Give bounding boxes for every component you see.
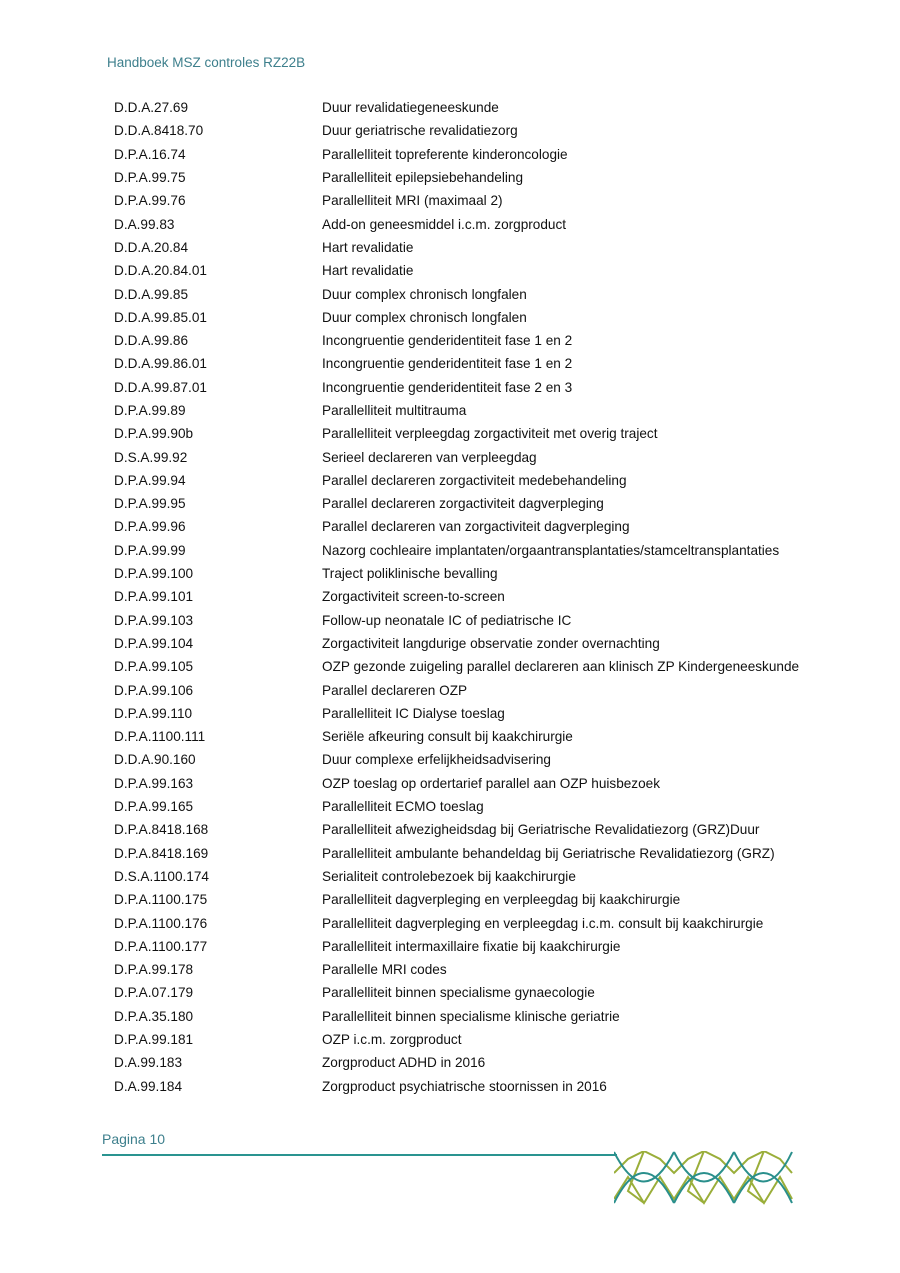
control-description: Parallel declareren OZP [322,682,468,698]
logo-teal-arc-4 [614,1173,674,1203]
list-item [114,772,874,795]
list-item [114,282,874,305]
list-item [114,1074,874,1097]
control-code: D.P.A.99.165 [114,799,194,815]
control-description: Zorgactiviteit screen-to-screen [322,589,505,605]
control-code: D.P.A.16.74 [114,146,186,162]
control-description: Serieel declareren van verpleegdag [322,449,537,465]
control-code: D.S.A.1100.174 [114,868,209,884]
control-code: D.D.A.20.84 [114,239,189,255]
control-description: Zorgproduct ADHD in 2016 [322,1055,486,1071]
control-description: Parallelliteit binnen specialisme gynaecologie [322,985,595,1001]
control-code: D.P.A.99.76 [114,193,186,209]
control-code: D.A.99.83 [114,216,175,232]
control-description: Parallelliteit epilepsiebehandeling [322,170,524,186]
list-item [114,143,874,166]
control-description: Duur complex chronisch longfalen [322,286,527,302]
control-description: Parallelliteit dagverpleging en verpleegdag bij kaakchirurgie [322,892,681,908]
control-description: Incongruentie genderidentiteit fase 2 en 3 [322,379,573,395]
list-item [114,422,874,445]
list-item [114,189,874,212]
control-code: D.P.A.99.75 [114,170,186,186]
list-item [114,236,874,259]
control-code: D.P.A.1100.177 [114,938,208,954]
control-code: D.P.A.8418.168 [114,822,209,838]
control-code: D.D.A.99.85 [114,286,189,302]
list-item [114,562,874,585]
list-item [114,795,874,818]
list-item [114,981,874,1004]
control-description: Parallelle MRI codes [322,962,447,978]
list-item [114,469,874,492]
control-code: D.D.A.99.87.01 [114,379,207,395]
list-item [114,911,874,934]
list-item [114,539,874,562]
control-code: D.P.A.99.101 [114,589,194,605]
list-item [114,935,874,958]
control-code: D.P.A.99.163 [114,775,194,791]
control-code: D.P.A.1100.176 [114,915,208,931]
control-code: D.D.A.99.86.01 [114,356,207,372]
control-description: Parallel declareren zorgactiviteit dagverpleging [322,496,604,512]
logo-teal-arc-5 [674,1173,734,1203]
list-item [114,96,874,119]
control-code: D.P.A.99.95 [114,496,186,512]
control-description: Follow-up neonatale IC of pediatrische IC [322,612,572,628]
list-item [114,259,874,282]
control-code: D.P.A.1100.111 [114,729,206,745]
control-description: Parallelliteit topreferente kinderoncologie [322,146,568,162]
control-code: D.D.A.99.85.01 [114,309,207,325]
control-description: Parallel declareren van zorgactiviteit dagverpleging [322,519,630,535]
list-item [114,166,874,189]
logo-teal-arc-3 [734,1152,792,1182]
list-item [114,352,874,375]
list-item [114,888,874,911]
control-description: Seriële afkeuring consult bij kaakchirurgie [322,729,573,745]
control-code: D.A.99.184 [114,1078,183,1094]
control-description: Parallelliteit IC Dialyse toeslag [322,705,505,721]
control-description: Parallel declareren zorgactiviteit medebehandeling [322,472,627,488]
control-code: D.D.A.20.84.01 [114,263,207,279]
list-item [114,748,874,771]
control-code: D.P.A.99.89 [114,403,186,418]
list-item [114,655,874,678]
control-code: D.D.A.8418.70 [114,123,204,139]
control-code: D.P.A.99.100 [114,566,194,582]
list-item [114,329,874,352]
control-description: Parallelliteit ECMO toeslag [322,799,484,815]
interlaced-arcs-logo-icon [614,1151,794,1212]
list-item [114,445,874,468]
control-code: D.P.A.99.178 [114,962,194,978]
control-description: Duur complex chronisch longfalen [322,309,527,325]
control-description: Parallelliteit MRI (maximaal 2) [322,193,503,209]
logo-teal-arc-1 [614,1152,674,1182]
list-item [114,212,874,235]
control-description: Parallelliteit afwezigheidsdag bij Geriatrische Revalidatiezorg (GRZ)Duur [322,822,760,838]
control-code: D.P.A.99.110 [114,705,193,721]
logo-graphic [614,1151,794,1207]
list-item [114,399,874,422]
control-code: D.P.A.99.99 [114,542,186,558]
control-description: OZP i.c.m. zorgproduct [322,1032,462,1048]
control-description: Add-on geneesmiddel i.c.m. zorgproduct [322,216,567,232]
list-item [114,119,874,142]
control-code: D.P.A.35.180 [114,1008,194,1024]
control-description: Parallelliteit dagverpleging en verpleegdag i.c.m. consult bij kaakchirurgie [322,915,764,931]
control-code: D.P.A.8418.169 [114,845,209,861]
control-code: D.D.A.27.69 [114,100,189,116]
list-item [114,865,874,888]
control-code: D.P.A.1100.175 [114,892,208,908]
control-description: Hart revalidatie [322,263,414,279]
control-description: Nazorg cochleaire implantaten/orgaantransplantaties/stamceltransplantaties [322,542,780,558]
list-item [114,306,874,329]
control-description: Duur complexe erfelijkheidsadvisering [322,752,551,768]
list-item [114,1005,874,1028]
control-description: Serialiteit controlebezoek bij kaakchirurgie [322,868,576,884]
list-item [114,492,874,515]
list-item [114,609,874,632]
code-list [114,96,874,1098]
control-code: D.S.A.99.92 [114,449,188,465]
control-code: D.A.99.183 [114,1055,183,1071]
control-description: Parallelliteit intermaxillaire fixatie bij kaakchirurgie [322,938,621,954]
list-item [114,842,874,865]
control-code: D.D.A.90.160 [114,752,196,768]
list-item [114,515,874,538]
control-description: Parallelliteit verpleegdag zorgactiviteit met overig traject [322,426,658,442]
control-description: Zorgactiviteit langdurige observatie zonder overnachting [322,635,660,651]
list-item [114,1028,874,1051]
logo-teal-arc-6 [734,1173,792,1203]
control-code: D.P.A.99.90b [114,426,194,442]
logo-teal-arc-2 [674,1152,734,1182]
control-description: OZP gezonde zuigeling parallel declareren aan klinisch ZP Kindergeneeskunde [322,659,800,675]
list-item [114,1051,874,1074]
control-code: D.P.A.99.96 [114,519,186,535]
control-description: Parallelliteit ambulante behandeldag bij Geriatrische Revalidatiezorg (GRZ) [322,845,775,861]
control-description: Zorgproduct psychiatrische stoornissen in 2016 [322,1078,607,1094]
list-item [114,632,874,655]
control-code: D.P.A.99.181 [114,1032,194,1048]
list-item [114,818,874,841]
control-code: D.P.A.99.104 [114,635,194,651]
control-code: D.P.A.99.94 [114,472,186,488]
control-description: Parallelliteit multitrauma [322,403,467,418]
control-code: D.P.A.99.105 [114,659,194,675]
control-description: Incongruentie genderidentiteit fase 1 en 2 [322,356,573,372]
control-description: Parallelliteit binnen specialisme klinische geriatrie [322,1008,620,1024]
control-description: Duur geriatrische revalidatiezorg [322,123,518,139]
list-item [114,376,874,399]
control-code: D.D.A.99.86 [114,333,189,349]
list-item [114,678,874,701]
footer-divider [102,1154,617,1156]
control-description: Incongruentie genderidentiteit fase 1 en 2 [322,333,573,349]
control-code: D.P.A.99.106 [114,682,194,698]
control-description: Duur revalidatiegeneeskunde [322,100,499,116]
control-description: OZP toeslag op ordertarief parallel aan OZP huisbezoek [322,775,661,791]
control-description: Hart revalidatie [322,239,414,255]
list-item [114,958,874,981]
list-item [114,725,874,748]
page-number: Pagina 10 [102,1131,166,1147]
control-code: D.P.A.99.103 [114,612,194,628]
list-item [114,585,874,608]
control-code: D.P.A.07.179 [114,985,194,1001]
list-item [114,702,874,725]
running-header-title: Handboek MSZ controles RZ22B [107,55,306,70]
control-description: Traject poliklinische bevalling [322,566,498,582]
